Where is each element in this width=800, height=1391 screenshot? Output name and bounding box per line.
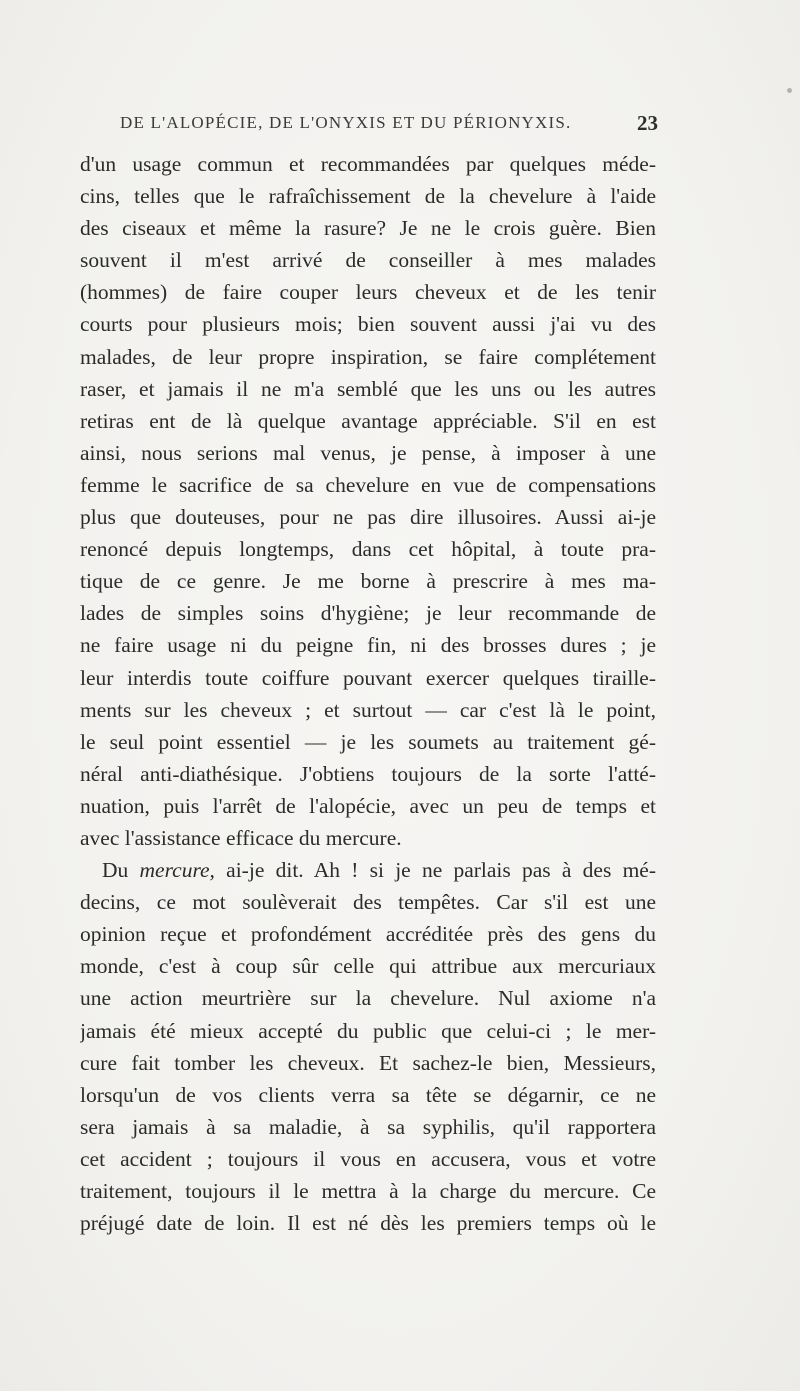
text-line: monde, c'est à coup sûr celle qui attribue aux mercuriaux	[80, 954, 656, 979]
text-line: préjugé date de loin. Il est né dès les premiers temps où le	[80, 1211, 656, 1236]
text-line: traitement, toujours il le mettra à la charge du mercure. Ce	[80, 1179, 656, 1203]
text-line: nuation, puis l'arrêt de l'alopécie, avec un peu de temps et	[80, 793, 656, 818]
text-line: cet accident ; toujours il vous en accusera, vous et votre	[80, 1146, 656, 1171]
italic-word: mercure,	[139, 858, 215, 883]
running-head	[120, 113, 658, 139]
text-line: cure fait tomber les cheveux. Et sachez-le bien, Messieurs,	[80, 1050, 656, 1075]
text-line: leur interdis toute coiffure pouvant exercer quelques tiraille-	[80, 665, 656, 690]
text-line: des ciseaux et même la rasure? Je ne le crois guère. Bien	[80, 216, 656, 241]
running-title: DE L'ALOPÉCIE, DE L'ONYXIS ET DU PÉRIONYXIS.	[120, 113, 572, 132]
text-line: lorsqu'un de vos clients verra sa tête se dégarnir, ce ne	[80, 1082, 656, 1107]
text-run: Du	[102, 858, 140, 883]
text-line: sera jamais à sa maladie, à sa syphilis, qu'il rapportera	[80, 1114, 656, 1139]
text-line: d'un usage commun et recommandées par quelques méde-	[80, 152, 656, 176]
text-line: cins, telles que le rafraîchissement de la chevelure à l'aide	[80, 184, 656, 209]
text-line: tique de ce genre. Je me borne à prescrire à mes ma-	[80, 569, 656, 594]
text-line: une action meurtrière sur la chevelure. Nul axiome n'a	[80, 986, 656, 1011]
text-line: souvent il m'est arrivé de conseiller à mes malades	[80, 248, 656, 273]
text-line: néral anti-diathésique. J'obtiens toujours de la sorte l'atté-	[80, 761, 656, 786]
text-line: raser, et jamais il ne m'a semblé que les uns ou les autres	[80, 376, 656, 401]
text-line: ne faire usage ni du peigne fin, ni des brosses dures ; je	[80, 633, 656, 658]
text-line: lades de simples soins d'hygiène; je leur recommande de	[80, 601, 656, 626]
text-line: plus que douteuses, pour ne pas dire illusoires. Aussi ai-je	[80, 505, 656, 530]
text-line: jamais été mieux accepté du public que celui-ci ; le mer-	[80, 1018, 656, 1043]
text-line: femme le sacrifice de sa chevelure en vue de compensations	[80, 472, 656, 497]
text-line: courts pour plusieurs mois; bien souvent aussi j'ai vu des	[80, 312, 656, 337]
text-line: malades, de leur propre inspiration, se faire complétement	[80, 344, 656, 369]
text-line: opinion reçue et profondément accréditée près des gens du	[80, 922, 656, 947]
page-number: 23	[637, 111, 658, 135]
text-line: avec l'assistance efficace du mercure.	[80, 825, 402, 850]
text-line: (hommes) de faire couper leurs cheveux et de les tenir	[80, 280, 656, 305]
paragraph-2	[80, 854, 656, 1239]
text-line: decins, ce mot soulèverait des tempêtes. Car s'il est une	[80, 890, 656, 915]
paper-speck	[787, 88, 792, 93]
text-line: renoncé depuis longtemps, dans cet hôpital, à toute pra-	[80, 537, 656, 562]
text-run: ai-je dit. Ah ! si je ne parlais pas à des mé-	[214, 858, 656, 883]
text-line: ments sur les cheveux ; et surtout — car c'est là le point,	[80, 697, 656, 722]
paragraph-1	[80, 148, 656, 854]
text-line: retiras ent de là quelque avantage appréciable. S'il en est	[80, 408, 656, 433]
body-text	[80, 148, 656, 1239]
text-line-first	[80, 854, 656, 886]
text-line: ainsi, nous serions mal venus, je pense, à imposer à une	[80, 440, 656, 465]
text-line: le seul point essentiel — je les soumets au traitement gé-	[80, 729, 656, 754]
